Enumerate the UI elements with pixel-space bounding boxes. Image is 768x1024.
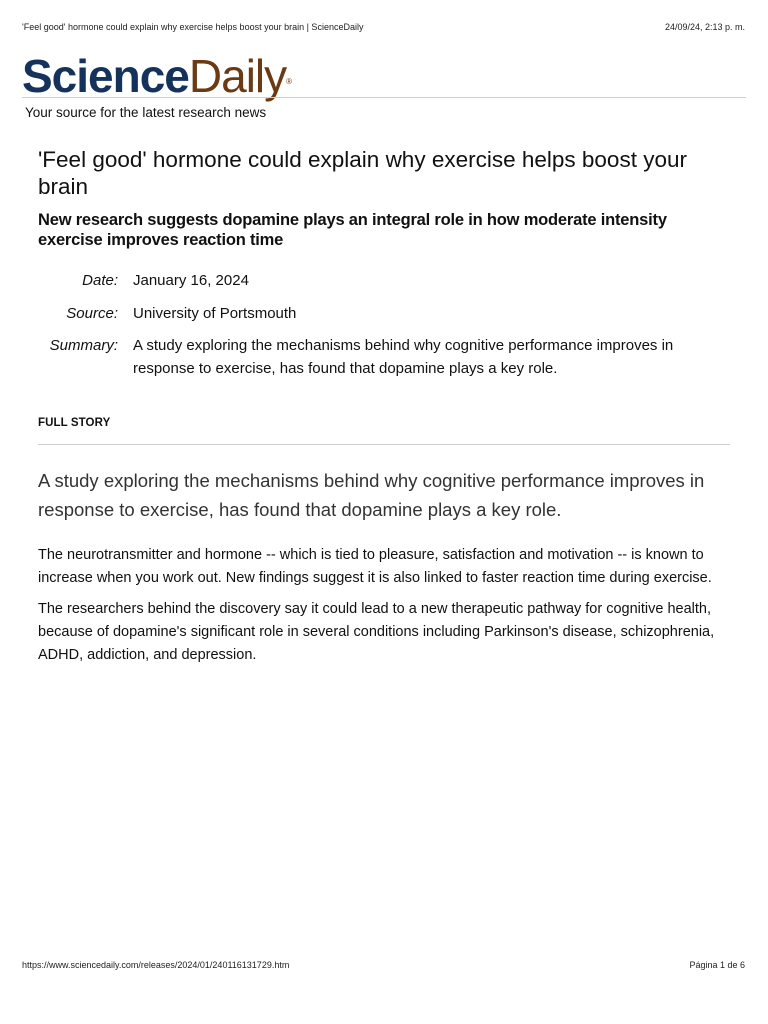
story-divider — [38, 444, 730, 445]
print-header-datetime: 24/09/24, 2:13 p. m. — [664, 22, 745, 32]
article-subheadline: New research suggests dopamine plays an integral role in how moderate intensity exercise improves reaction time — [38, 211, 667, 249]
article-lede: A study exploring the mechanisms behind why cognitive performance improves in response to exercise, has found that dopamine plays a key role. — [38, 470, 705, 520]
page-number: Página 1 de 6 — [689, 960, 745, 970]
logo-science: Science — [22, 50, 189, 102]
summary-value: A study exploring the mechanisms behind why cognitive performance improves in response to exercise, has found that dopamine plays a key role. — [133, 337, 674, 377]
meta-summary-row — [38, 335, 728, 380]
page-url[interactable]: https://www.sciencedaily.com/releases/2024/01/240116131729.htm — [22, 960, 290, 970]
article-body — [38, 544, 728, 675]
registered-mark: ® — [286, 77, 292, 86]
date-label: Date: — [82, 272, 118, 289]
print-footer — [22, 960, 745, 970]
print-header-title: 'Feel good' hormone could explain why exercise helps boost your brain | ScienceDaily — [22, 22, 364, 32]
site-tagline: Your source for the latest research news — [25, 105, 267, 120]
source-label: Source: — [66, 304, 118, 322]
source-value: University of Portsmouth — [133, 304, 297, 322]
summary-label: Summary: — [49, 337, 118, 354]
date-value: January 16, 2024 — [133, 272, 249, 289]
body-paragraph: The neurotransmitter and hormone -- which is tied to pleasure, satisfaction and motivation -- is known to increase when you work out. New findings suggest it is also linked to faster reaction time during exercise. — [38, 547, 712, 586]
body-paragraph: The researchers behind the discovery say it could lead to a new therapeutic pathway for cognitive health, because of dopamine's significant role in several conditions including Parkinson's disease, schizophrenia, ADHD, addiction, and depression. — [38, 601, 715, 663]
full-story-heading: FULL STORY — [38, 417, 111, 429]
header-divider — [22, 97, 746, 98]
article-meta — [38, 270, 728, 390]
meta-date-row — [38, 270, 728, 293]
article-headline: 'Feel good' hormone could explain why exercise helps boost your brain — [38, 147, 687, 199]
logo-daily: Daily — [188, 50, 287, 102]
sciencedaily-logo[interactable] — [22, 50, 291, 102]
meta-source-row — [38, 303, 728, 326]
print-header — [22, 22, 745, 32]
